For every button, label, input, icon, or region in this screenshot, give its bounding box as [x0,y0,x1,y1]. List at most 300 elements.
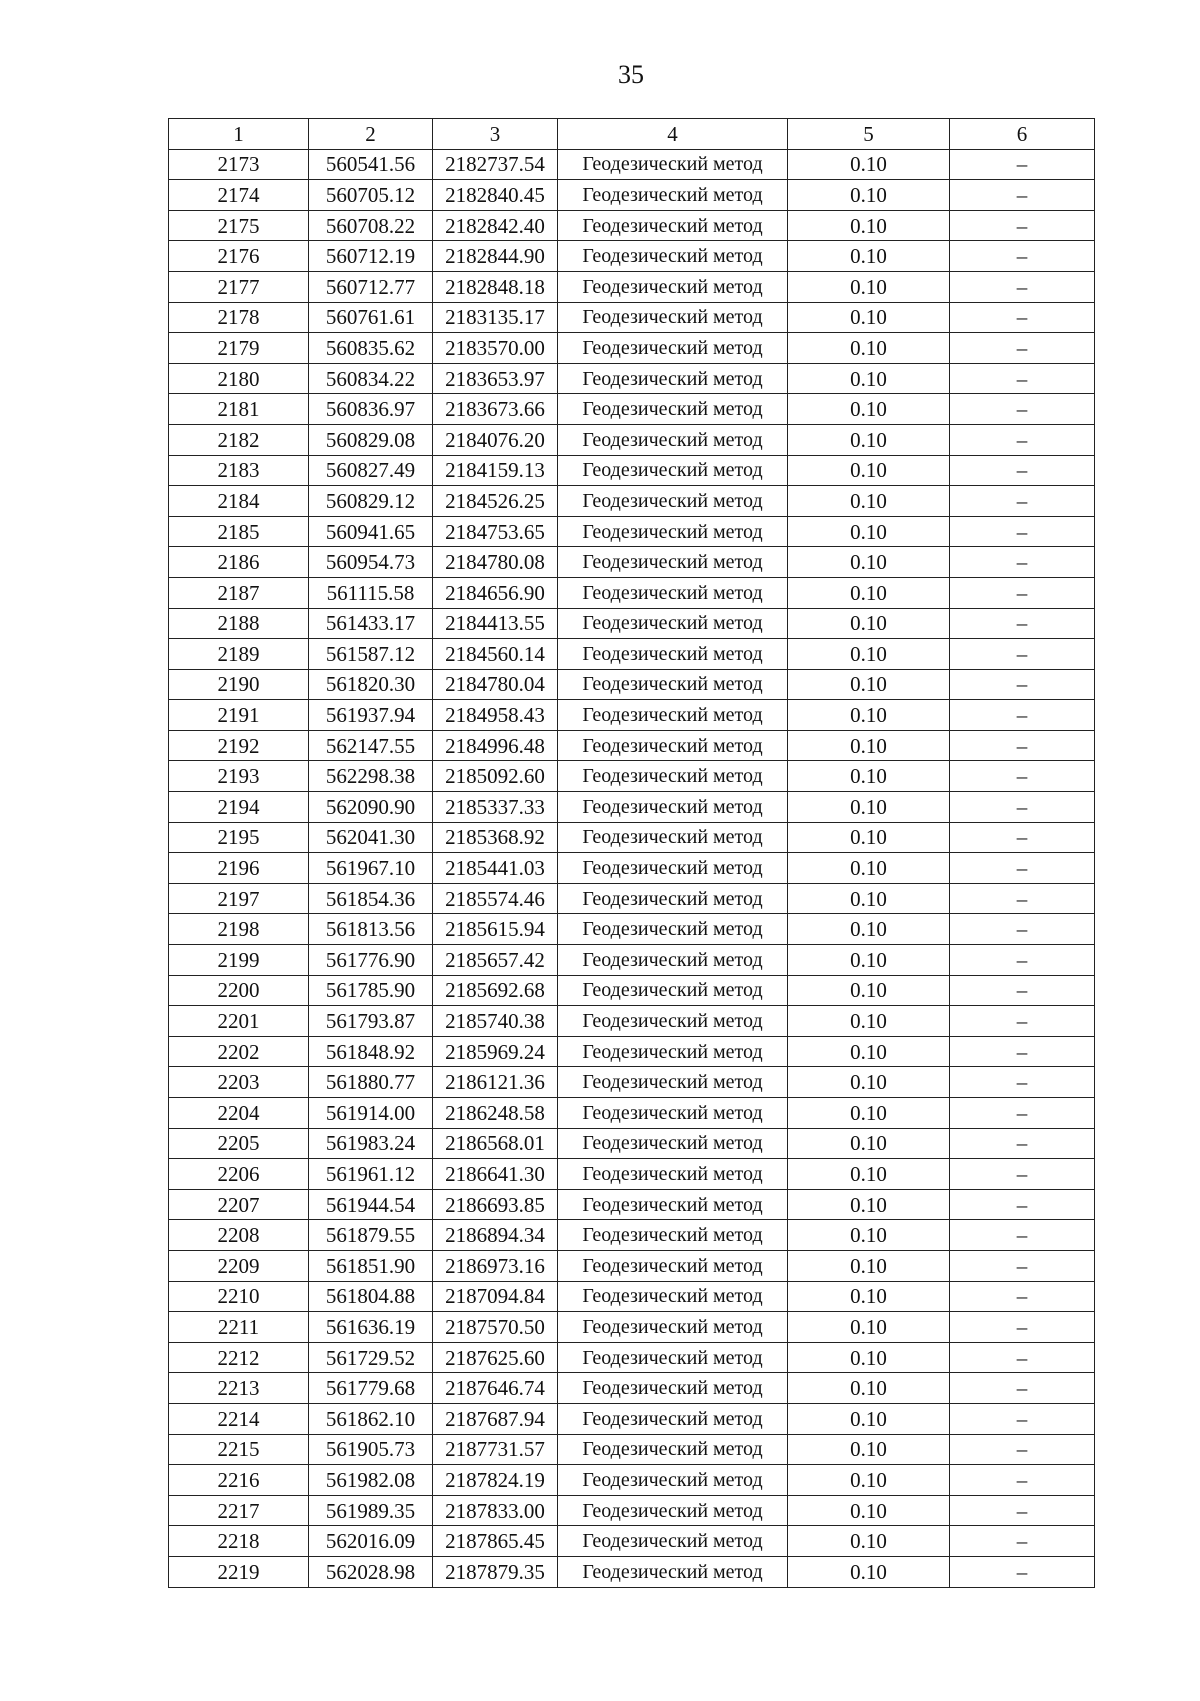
y-coordinate-cell: 2187865.45 [433,1526,558,1557]
table-row [169,333,1095,364]
point-number-cell: 2173 [169,149,309,180]
x-coordinate-cell: 561862.10 [309,1403,433,1434]
method-cell: Геодезический метод [558,363,788,394]
note-cell: – [950,1465,1095,1496]
x-coordinate-cell: 560829.12 [309,486,433,517]
point-number-cell: 2217 [169,1495,309,1526]
y-coordinate-cell: 2187625.60 [433,1342,558,1373]
x-coordinate-cell: 560708.22 [309,210,433,241]
point-number-cell: 2189 [169,639,309,670]
accuracy-cell: 0.10 [788,516,950,547]
y-coordinate-cell: 2187687.94 [433,1403,558,1434]
note-cell: – [950,424,1095,455]
y-coordinate-cell: 2184958.43 [433,700,558,731]
column-header: 6 [950,119,1095,150]
y-coordinate-cell: 2184076.20 [433,424,558,455]
method-cell: Геодезический метод [558,822,788,853]
point-number-cell: 2196 [169,853,309,884]
method-cell: Геодезический метод [558,1342,788,1373]
y-coordinate-cell: 2184159.13 [433,455,558,486]
accuracy-cell: 0.10 [788,1312,950,1343]
accuracy-cell: 0.10 [788,455,950,486]
accuracy-cell: 0.10 [788,1342,950,1373]
point-number-cell: 2214 [169,1403,309,1434]
accuracy-cell: 0.10 [788,333,950,364]
method-cell: Геодезический метод [558,1434,788,1465]
table-row [169,1128,1095,1159]
y-coordinate-cell: 2187879.35 [433,1556,558,1587]
method-cell: Геодезический метод [558,486,788,517]
x-coordinate-cell: 561804.88 [309,1281,433,1312]
y-coordinate-cell: 2185368.92 [433,822,558,853]
method-cell: Геодезический метод [558,1373,788,1404]
table-row [169,608,1095,639]
note-cell: – [950,883,1095,914]
accuracy-cell: 0.10 [788,577,950,608]
x-coordinate-cell: 561914.00 [309,1098,433,1129]
table-row [169,822,1095,853]
accuracy-cell: 0.10 [788,149,950,180]
table-row [169,424,1095,455]
accuracy-cell: 0.10 [788,1526,950,1557]
table-row [169,1373,1095,1404]
x-coordinate-cell: 562041.30 [309,822,433,853]
accuracy-cell: 0.10 [788,1250,950,1281]
accuracy-cell: 0.10 [788,271,950,302]
method-cell: Геодезический метод [558,1128,788,1159]
x-coordinate-cell: 562016.09 [309,1526,433,1557]
x-coordinate-cell: 561905.73 [309,1434,433,1465]
method-cell: Геодезический метод [558,883,788,914]
table-row [169,1403,1095,1434]
column-header: 5 [788,119,950,150]
table-row [169,271,1095,302]
coordinates-table [168,118,1095,1588]
method-cell: Геодезический метод [558,853,788,884]
x-coordinate-cell: 561785.90 [309,975,433,1006]
point-number-cell: 2180 [169,363,309,394]
table-row [169,1495,1095,1526]
method-cell: Геодезический метод [558,1495,788,1526]
accuracy-cell: 0.10 [788,1556,950,1587]
method-cell: Геодезический метод [558,1159,788,1190]
x-coordinate-cell: 561813.56 [309,914,433,945]
accuracy-cell: 0.10 [788,424,950,455]
y-coordinate-cell: 2186121.36 [433,1067,558,1098]
point-number-cell: 2210 [169,1281,309,1312]
y-coordinate-cell: 2186248.58 [433,1098,558,1129]
y-coordinate-cell: 2187824.19 [433,1465,558,1496]
note-cell: – [950,333,1095,364]
y-coordinate-cell: 2184413.55 [433,608,558,639]
method-cell: Геодезический метод [558,210,788,241]
table-row [169,394,1095,425]
accuracy-cell: 0.10 [788,1098,950,1129]
note-cell: – [950,792,1095,823]
x-coordinate-cell: 560541.56 [309,149,433,180]
table-row [169,883,1095,914]
table-row [169,363,1095,394]
table-row [169,975,1095,1006]
x-coordinate-cell: 560705.12 [309,180,433,211]
y-coordinate-cell: 2185441.03 [433,853,558,884]
method-cell: Геодезический метод [558,1281,788,1312]
point-number-cell: 2212 [169,1342,309,1373]
note-cell: – [950,639,1095,670]
table-row [169,700,1095,731]
note-cell: – [950,1281,1095,1312]
method-cell: Геодезический метод [558,424,788,455]
x-coordinate-cell: 561961.12 [309,1159,433,1190]
table-row [169,1067,1095,1098]
accuracy-cell: 0.10 [788,210,950,241]
table-row [169,1281,1095,1312]
note-cell: – [950,1159,1095,1190]
method-cell: Геодезический метод [558,730,788,761]
page-number: 35 [618,60,644,89]
method-cell: Геодезический метод [558,1312,788,1343]
method-cell: Геодезический метод [558,700,788,731]
accuracy-cell: 0.10 [788,1403,950,1434]
note-cell: – [950,241,1095,272]
table-row [169,1556,1095,1587]
accuracy-cell: 0.10 [788,883,950,914]
table-row [169,639,1095,670]
accuracy-cell: 0.10 [788,1159,950,1190]
accuracy-cell: 0.10 [788,822,950,853]
accuracy-cell: 0.10 [788,608,950,639]
point-number-cell: 2184 [169,486,309,517]
accuracy-cell: 0.10 [788,1220,950,1251]
note-cell: – [950,1036,1095,1067]
point-number-cell: 2218 [169,1526,309,1557]
method-cell: Геодезический метод [558,271,788,302]
y-coordinate-cell: 2185657.42 [433,945,558,976]
table-row [169,149,1095,180]
note-cell: – [950,1403,1095,1434]
y-coordinate-cell: 2185092.60 [433,761,558,792]
method-cell: Геодезический метод [558,1067,788,1098]
accuracy-cell: 0.10 [788,1189,950,1220]
point-number-cell: 2191 [169,700,309,731]
note-cell: – [950,1312,1095,1343]
table-row [169,914,1095,945]
accuracy-cell: 0.10 [788,1128,950,1159]
accuracy-cell: 0.10 [788,1434,950,1465]
table-body [169,149,1095,1587]
x-coordinate-cell: 561967.10 [309,853,433,884]
x-coordinate-cell: 561636.19 [309,1312,433,1343]
accuracy-cell: 0.10 [788,639,950,670]
y-coordinate-cell: 2182842.40 [433,210,558,241]
point-number-cell: 2208 [169,1220,309,1251]
method-cell: Геодезический метод [558,1250,788,1281]
point-number-cell: 2194 [169,792,309,823]
point-number-cell: 2211 [169,1312,309,1343]
x-coordinate-cell: 560712.19 [309,241,433,272]
accuracy-cell: 0.10 [788,302,950,333]
table-row [169,669,1095,700]
point-number-cell: 2178 [169,302,309,333]
accuracy-cell: 0.10 [788,241,950,272]
table-row [169,1465,1095,1496]
y-coordinate-cell: 2185574.46 [433,883,558,914]
point-number-cell: 2202 [169,1036,309,1067]
method-cell: Геодезический метод [558,1526,788,1557]
method-cell: Геодезический метод [558,302,788,333]
accuracy-cell: 0.10 [788,730,950,761]
note-cell: – [950,1434,1095,1465]
x-coordinate-cell: 561937.94 [309,700,433,731]
y-coordinate-cell: 2185615.94 [433,914,558,945]
x-coordinate-cell: 562028.98 [309,1556,433,1587]
method-cell: Геодезический метод [558,547,788,578]
table-row [169,1312,1095,1343]
method-cell: Геодезический метод [558,639,788,670]
accuracy-cell: 0.10 [788,975,950,1006]
note-cell: – [950,394,1095,425]
y-coordinate-cell: 2183653.97 [433,363,558,394]
point-number-cell: 2186 [169,547,309,578]
point-number-cell: 2175 [169,210,309,241]
note-cell: – [950,547,1095,578]
table-row [169,1159,1095,1190]
note-cell: – [950,975,1095,1006]
accuracy-cell: 0.10 [788,914,950,945]
note-cell: – [950,1189,1095,1220]
x-coordinate-cell: 561982.08 [309,1465,433,1496]
y-coordinate-cell: 2187731.57 [433,1434,558,1465]
method-cell: Геодезический метод [558,669,788,700]
point-number-cell: 2199 [169,945,309,976]
table-row [169,486,1095,517]
y-coordinate-cell: 2186568.01 [433,1128,558,1159]
x-coordinate-cell: 561851.90 [309,1250,433,1281]
table-row [169,577,1095,608]
method-cell: Геодезический метод [558,792,788,823]
note-cell: – [950,210,1095,241]
table-row [169,1342,1095,1373]
y-coordinate-cell: 2185740.38 [433,1006,558,1037]
point-number-cell: 2188 [169,608,309,639]
table-row [169,1220,1095,1251]
x-coordinate-cell: 562298.38 [309,761,433,792]
accuracy-cell: 0.10 [788,394,950,425]
table-row [169,945,1095,976]
method-cell: Геодезический метод [558,516,788,547]
point-number-cell: 2219 [169,1556,309,1587]
note-cell: – [950,761,1095,792]
accuracy-cell: 0.10 [788,700,950,731]
x-coordinate-cell: 560761.61 [309,302,433,333]
note-cell: – [950,1098,1095,1129]
y-coordinate-cell: 2184656.90 [433,577,558,608]
table-row [169,302,1095,333]
y-coordinate-cell: 2187094.84 [433,1281,558,1312]
accuracy-cell: 0.10 [788,1006,950,1037]
point-number-cell: 2187 [169,577,309,608]
x-coordinate-cell: 560835.62 [309,333,433,364]
note-cell: – [950,516,1095,547]
method-cell: Геодезический метод [558,761,788,792]
accuracy-cell: 0.10 [788,180,950,211]
point-number-cell: 2182 [169,424,309,455]
point-number-cell: 2181 [169,394,309,425]
x-coordinate-cell: 561115.58 [309,577,433,608]
table-row [169,241,1095,272]
method-cell: Геодезический метод [558,333,788,364]
method-cell: Геодезический метод [558,455,788,486]
point-number-cell: 2177 [169,271,309,302]
y-coordinate-cell: 2187646.74 [433,1373,558,1404]
note-cell: – [950,455,1095,486]
point-number-cell: 2201 [169,1006,309,1037]
note-cell: – [950,1373,1095,1404]
point-number-cell: 2197 [169,883,309,914]
point-number-cell: 2195 [169,822,309,853]
accuracy-cell: 0.10 [788,945,950,976]
method-cell: Геодезический метод [558,975,788,1006]
y-coordinate-cell: 2186894.34 [433,1220,558,1251]
point-number-cell: 2204 [169,1098,309,1129]
point-number-cell: 2206 [169,1159,309,1190]
method-cell: Геодезический метод [558,394,788,425]
method-cell: Геодезический метод [558,577,788,608]
y-coordinate-cell: 2187570.50 [433,1312,558,1343]
x-coordinate-cell: 561779.68 [309,1373,433,1404]
table-header-row [169,119,1095,150]
point-number-cell: 2190 [169,669,309,700]
y-coordinate-cell: 2184780.04 [433,669,558,700]
column-header: 4 [558,119,788,150]
table-row [169,853,1095,884]
point-number-cell: 2216 [169,1465,309,1496]
method-cell: Геодезический метод [558,180,788,211]
column-header: 3 [433,119,558,150]
method-cell: Геодезический метод [558,241,788,272]
point-number-cell: 2203 [169,1067,309,1098]
point-number-cell: 2209 [169,1250,309,1281]
point-number-cell: 2193 [169,761,309,792]
method-cell: Геодезический метод [558,914,788,945]
y-coordinate-cell: 2184996.48 [433,730,558,761]
note-cell: – [950,1556,1095,1587]
method-cell: Геодезический метод [558,149,788,180]
accuracy-cell: 0.10 [788,853,950,884]
accuracy-cell: 0.10 [788,1465,950,1496]
note-cell: – [950,1067,1095,1098]
note-cell: – [950,1250,1095,1281]
y-coordinate-cell: 2183570.00 [433,333,558,364]
table-row [169,210,1095,241]
note-cell: – [950,945,1095,976]
x-coordinate-cell: 562090.90 [309,792,433,823]
table-row [169,547,1095,578]
column-header: 2 [309,119,433,150]
method-cell: Геодезический метод [558,1220,788,1251]
note-cell: – [950,1342,1095,1373]
accuracy-cell: 0.10 [788,669,950,700]
accuracy-cell: 0.10 [788,1281,950,1312]
method-cell: Геодезический метод [558,945,788,976]
point-number-cell: 2183 [169,455,309,486]
table-row [169,1006,1095,1037]
y-coordinate-cell: 2184780.08 [433,547,558,578]
point-number-cell: 2205 [169,1128,309,1159]
y-coordinate-cell: 2183673.66 [433,394,558,425]
table-row [169,1189,1095,1220]
accuracy-cell: 0.10 [788,363,950,394]
note-cell: – [950,914,1095,945]
y-coordinate-cell: 2184526.25 [433,486,558,517]
note-cell: – [950,302,1095,333]
x-coordinate-cell: 560834.22 [309,363,433,394]
note-cell: – [950,363,1095,394]
x-coordinate-cell: 561880.77 [309,1067,433,1098]
accuracy-cell: 0.10 [788,547,950,578]
point-number-cell: 2176 [169,241,309,272]
x-coordinate-cell: 561944.54 [309,1189,433,1220]
table-row [169,1434,1095,1465]
note-cell: – [950,1006,1095,1037]
note-cell: – [950,180,1095,211]
note-cell: – [950,149,1095,180]
method-cell: Геодезический метод [558,1098,788,1129]
y-coordinate-cell: 2186641.30 [433,1159,558,1190]
method-cell: Геодезический метод [558,1189,788,1220]
y-coordinate-cell: 2185692.68 [433,975,558,1006]
x-coordinate-cell: 561793.87 [309,1006,433,1037]
point-number-cell: 2200 [169,975,309,1006]
y-coordinate-cell: 2182840.45 [433,180,558,211]
method-cell: Геодезический метод [558,1006,788,1037]
method-cell: Геодезический метод [558,1036,788,1067]
x-coordinate-cell: 561879.55 [309,1220,433,1251]
point-number-cell: 2215 [169,1434,309,1465]
y-coordinate-cell: 2182737.54 [433,149,558,180]
method-cell: Геодезический метод [558,1556,788,1587]
table-row [169,730,1095,761]
y-coordinate-cell: 2186693.85 [433,1189,558,1220]
y-coordinate-cell: 2187833.00 [433,1495,558,1526]
table-row [169,1250,1095,1281]
accuracy-cell: 0.10 [788,1373,950,1404]
accuracy-cell: 0.10 [788,761,950,792]
x-coordinate-cell: 560941.65 [309,516,433,547]
x-coordinate-cell: 560836.97 [309,394,433,425]
note-cell: – [950,1128,1095,1159]
accuracy-cell: 0.10 [788,1067,950,1098]
column-header: 1 [169,119,309,150]
point-number-cell: 2198 [169,914,309,945]
method-cell: Геодезический метод [558,1403,788,1434]
x-coordinate-cell: 561820.30 [309,669,433,700]
note-cell: – [950,486,1095,517]
note-cell: – [950,1526,1095,1557]
method-cell: Геодезический метод [558,608,788,639]
table-row [169,180,1095,211]
accuracy-cell: 0.10 [788,792,950,823]
accuracy-cell: 0.10 [788,1036,950,1067]
y-coordinate-cell: 2186973.16 [433,1250,558,1281]
note-cell: – [950,1495,1095,1526]
note-cell: – [950,608,1095,639]
y-coordinate-cell: 2184753.65 [433,516,558,547]
y-coordinate-cell: 2182844.90 [433,241,558,272]
table-row [169,1036,1095,1067]
x-coordinate-cell: 560829.08 [309,424,433,455]
accuracy-cell: 0.10 [788,1495,950,1526]
